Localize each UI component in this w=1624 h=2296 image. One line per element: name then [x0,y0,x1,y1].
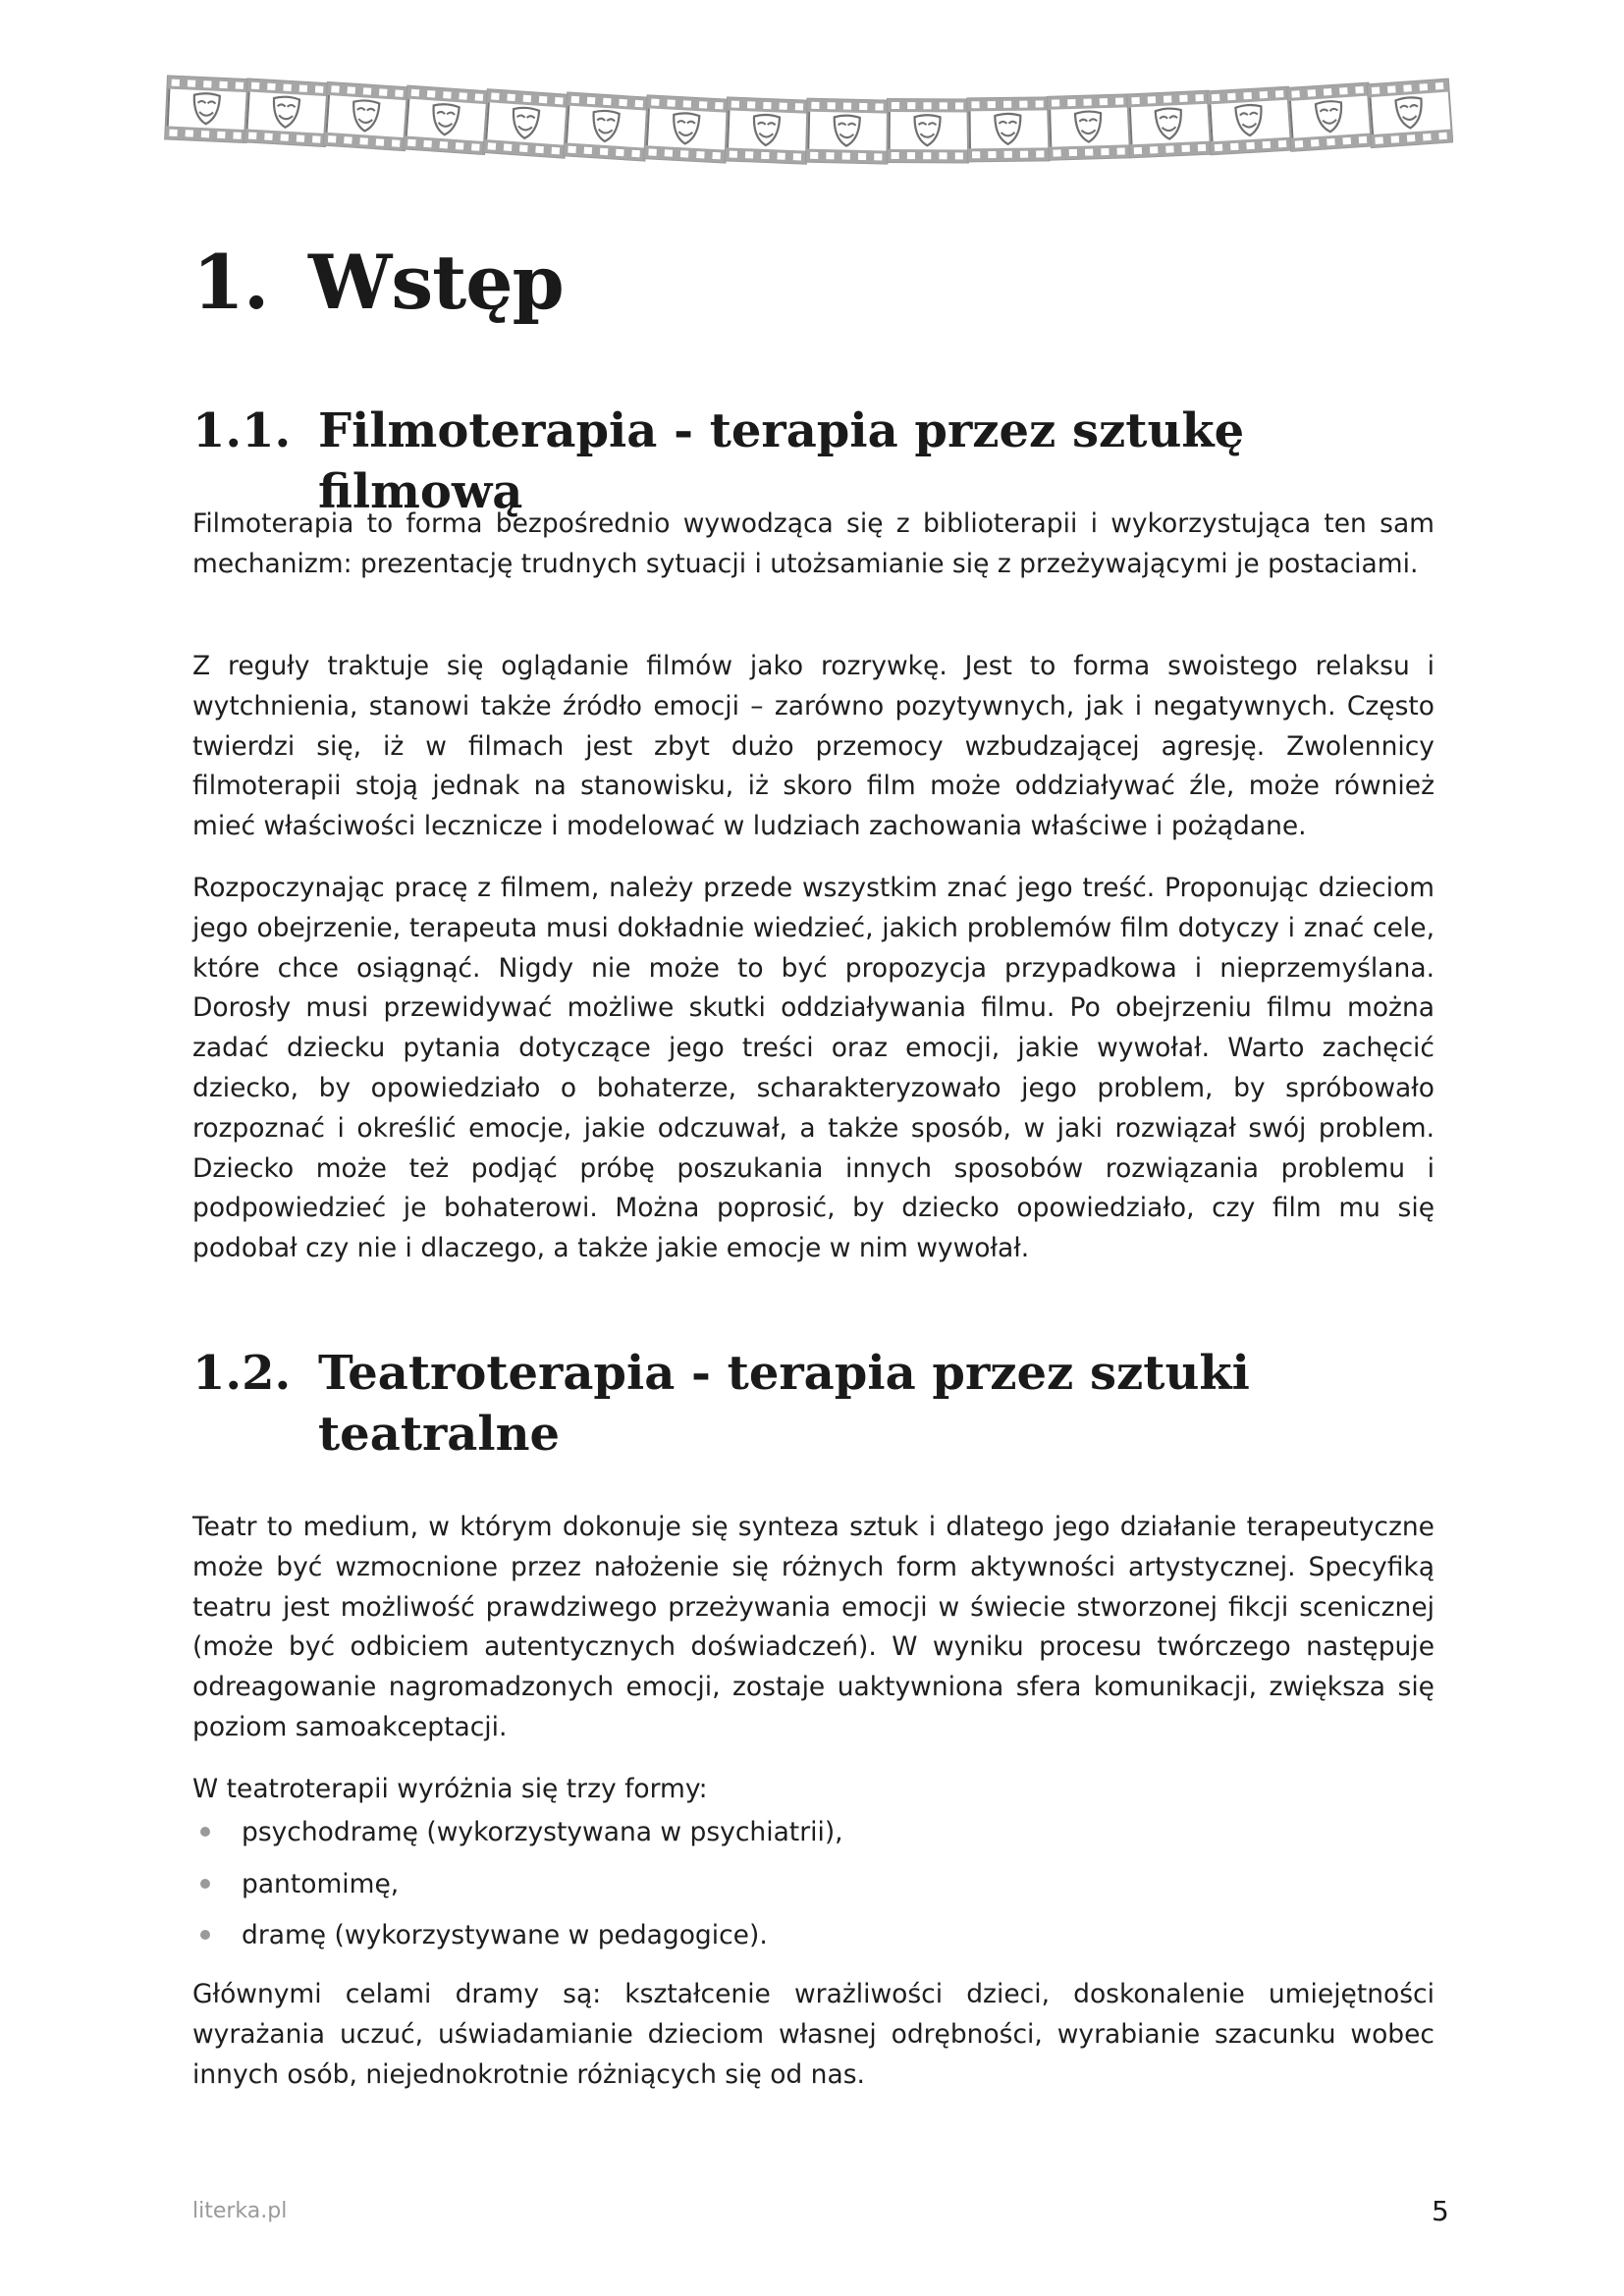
film-frame [404,86,489,155]
film-frame [644,95,729,162]
bullet-icon [200,1879,210,1889]
paragraph: Głównymi celami dramy są: kształcenie wrażliwości dzieci, doskonalenie umiejętności wyrażania uczuć, uświadamianie dzieciom własnej odrębności, wyrabianie szacunku wobec innych osób, niejednokrotnie różniących się od nas. [192,1979,1435,2090]
section-title: Teatroterapia - terapia przez sztuki teatralne [318,1346,1250,1462]
film-frame [967,97,1049,161]
section-number: 1.1. [192,403,292,458]
film-frame [806,99,889,164]
bullet-icon [200,1827,210,1837]
footer-site: literka.pl [192,2199,288,2223]
film-frame [1287,83,1372,151]
film-frame [483,89,568,158]
bullet-icon [200,1930,210,1940]
list-item: pantomimę, [192,1865,843,1917]
section-title: Filmoterapia - terapia przez sztukę filmową [318,403,1245,519]
list-item: dramę (wykorzystywane w pedagogice). [192,1916,843,1968]
film-frame [725,97,808,163]
film-frame [324,82,408,150]
paragraph: Rozpoczynając pracę z filmem, należy przede wszystkim znać jego treść. Proponując dzieciom jego obejrzenie, terapeuta musi dokładnie wiedzieć, jakich problemów film dotyczy i znać cele, które chce osiągnąć. Nigdy nie może to być propozycja przypadkowa i nieprzemyślana. Dorosły musi przewidywać możliwe skutki oddziaływania filmu. Po obejrzeniu filmu można zadać dziecku pytania dotyczące jego treści oraz emocji, jakie wywołał. Warto zachęcić dziecko, by opowiedziało o bohaterze, scharakteryzowało jego problem, by spróbowało rozpoznać i określić emocje, jakie odczuwał, a także sposób, w jaki rozwiązał swój problem. Dziecko może też podjąć próbę poszukania innych sposobów rozwiązania problemu i podpowiedzieć je bohaterowi. Można poprosić, by dziecko opowiedziało, czy film mu się podobał czy nie i dlaczego, a także jakie emocje w nim wywołał. [192,873,1435,1264]
therapy-forms-list [192,1813,843,1968]
list-item: psychodramę (wykorzystywana w psychiatrii), [192,1813,843,1865]
film-frame [888,99,969,163]
film-frame [1368,80,1453,148]
film-frame [1208,87,1292,155]
chapter-title: Wstęp [308,239,564,326]
paragraph: Filmoterapia to forma bezpośrednio wywodząca się z biblioterapii i wykorzystująca ten sam mechanizm: prezentację trudnych sytuacji i utożsamianie się z przeżywającymi je postaciami. [192,508,1435,579]
paragraph: Teatr to medium, w którym dokonuje się synteza sztuk i dlatego jego działanie terapeutyczne może być wzmocnione przez nałożenie się różnych form aktywności artystycznej. Specyfiką teatru jest możliwość prawdziwego przeżywania emocji w świecie stworzonej fikcji scenicznej (może być odbiciem autentycznych doświadczeń). W wyniku procesu twórczego następuje odreagowanie nagromadzonych emocji, zostaje uaktywniona sfera komunikacji, zwiększa się poziom samoakceptacji. [192,1512,1435,1742]
chapter-heading [192,239,564,326]
paragraph: W teatroterapii wyróżnia się trzy formy: [192,1774,708,1804]
paragraph: Z reguły traktuje się oglądanie filmów jako rozrywkę. Jest to forma swoistego relaksu i wytchnienia, stanowi także źródło emocji – zarówno pozytywnych, jak i negatywnych. Często twierdzi się, iż w filmach jest zbyt dużo przemocy wzbudzającej agresję. Zwolennicy filmoterapii stoją jednak na stanowisku, iż skoro film może oddziaływać źle, może również mieć właściwości lecznicze i modelować w ludziach zachowania właściwe i pożądane. [192,651,1435,842]
film-frame [1048,94,1130,159]
film-frame [165,76,248,142]
filmstrip-decoration [162,54,1453,191]
page-number: 5 [1432,2195,1449,2227]
film-frame [1127,91,1211,158]
film-frame [244,79,329,146]
chapter-number: 1. [192,239,269,326]
section-number: 1.2. [192,1346,292,1401]
section-heading-1-2 [192,1343,1300,1465]
film-frame [564,92,648,160]
